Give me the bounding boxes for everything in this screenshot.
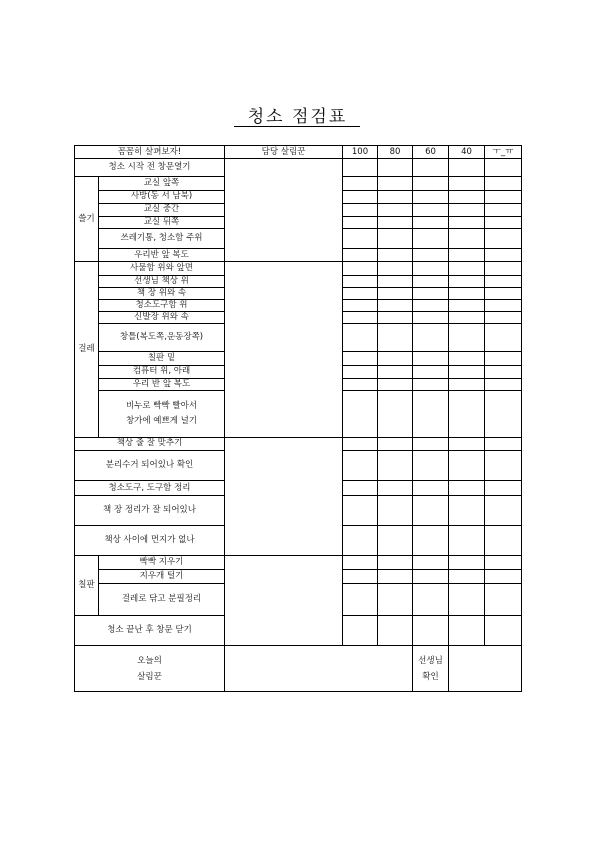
score-cell[interactable] xyxy=(343,496,378,525)
item-label: 컴퓨터 위, 아래 xyxy=(99,365,225,378)
score-cell[interactable] xyxy=(413,615,449,645)
score-cell[interactable] xyxy=(485,496,522,525)
score-cell[interactable] xyxy=(485,262,522,275)
cleaning-checklist-table xyxy=(74,145,522,692)
score-cell[interactable] xyxy=(485,584,522,615)
score-cell[interactable] xyxy=(343,365,378,378)
header-check-item: 꼼꼼히 살펴보자! xyxy=(75,146,225,159)
item-label: 선생님 책상 위 xyxy=(99,275,225,287)
score-cell[interactable] xyxy=(378,203,413,216)
score-cell[interactable] xyxy=(378,299,413,311)
item-label: 책상 줄 잘 맞추기 xyxy=(75,437,225,450)
todays-helper-field[interactable] xyxy=(225,646,413,692)
item-label: 비누로 빡빡 빨아서 창가에 예쁘게 널기 xyxy=(99,390,225,437)
item-label: 걸레로 닦고 분필정리 xyxy=(99,584,225,615)
item-label: 청소도구, 도구함 정리 xyxy=(75,481,225,496)
score-cell[interactable] xyxy=(449,249,485,262)
score-cell[interactable] xyxy=(343,481,378,496)
score-cell[interactable] xyxy=(378,496,413,525)
score-cell[interactable] xyxy=(378,584,413,615)
score-cell[interactable] xyxy=(343,249,378,262)
score-cell[interactable] xyxy=(413,159,449,177)
score-cell[interactable] xyxy=(485,159,522,177)
item-label: 사물함 위와 앞면 xyxy=(99,262,225,275)
score-cell[interactable] xyxy=(413,311,449,323)
score-cell[interactable] xyxy=(343,275,378,287)
header-score-100: 100 xyxy=(343,146,378,159)
score-cell[interactable] xyxy=(343,615,378,645)
header-score-sad: ㅜ_ㅠ xyxy=(485,146,522,159)
item-label: 쓰레기통, 청소함 주위 xyxy=(99,228,225,248)
score-cell[interactable] xyxy=(485,352,522,365)
score-cell[interactable] xyxy=(343,190,378,203)
score-cell[interactable] xyxy=(378,275,413,287)
score-cell[interactable] xyxy=(343,555,378,569)
score-cell[interactable] xyxy=(343,390,378,437)
score-cell[interactable] xyxy=(449,299,485,311)
score-cell[interactable] xyxy=(413,287,449,299)
score-cell[interactable] xyxy=(449,481,485,496)
item-label: 교실 중간 xyxy=(99,203,225,216)
teacher-confirm-label: 선생님 확인 xyxy=(413,646,449,692)
score-cell[interactable] xyxy=(485,365,522,378)
score-cell[interactable] xyxy=(343,525,378,555)
score-cell[interactable] xyxy=(343,311,378,323)
item-label: 청소 시작 전 창문열기 xyxy=(75,159,225,177)
score-cell[interactable] xyxy=(413,570,449,584)
item-label: 교실 앞쪽 xyxy=(99,177,225,190)
score-cell[interactable] xyxy=(449,437,485,450)
score-cell[interactable] xyxy=(485,249,522,262)
score-cell[interactable] xyxy=(343,450,378,480)
header-assignee: 담당 살림꾼 xyxy=(225,146,343,159)
score-cell[interactable] xyxy=(413,352,449,365)
score-cell[interactable] xyxy=(449,275,485,287)
score-cell[interactable] xyxy=(413,275,449,287)
teacher-confirm-field[interactable] xyxy=(449,646,522,692)
score-cell[interactable] xyxy=(485,203,522,216)
score-cell[interactable] xyxy=(378,311,413,323)
score-cell[interactable] xyxy=(449,228,485,248)
score-cell[interactable] xyxy=(378,352,413,365)
score-cell[interactable] xyxy=(413,177,449,190)
score-cell[interactable] xyxy=(413,450,449,480)
score-cell[interactable] xyxy=(485,570,522,584)
score-cell[interactable] xyxy=(485,275,522,287)
score-cell[interactable] xyxy=(413,216,449,228)
item-label: 우리반 앞 복도 xyxy=(99,249,225,262)
score-cell[interactable] xyxy=(343,228,378,248)
score-cell[interactable] xyxy=(449,496,485,525)
score-cell[interactable] xyxy=(378,324,413,352)
score-cell[interactable] xyxy=(413,390,449,437)
score-cell[interactable] xyxy=(449,584,485,615)
score-cell[interactable] xyxy=(449,555,485,569)
item-label: 빡빡 지우기 xyxy=(99,555,225,569)
assignee-cell-sweep[interactable] xyxy=(225,159,343,262)
score-cell[interactable] xyxy=(413,378,449,390)
item-label: 창틀(복도쪽,운동장쪽) xyxy=(99,324,225,352)
score-cell[interactable] xyxy=(485,177,522,190)
item-label: 청소도구함 위 xyxy=(99,299,225,311)
score-cell[interactable] xyxy=(449,177,485,190)
score-cell[interactable] xyxy=(378,615,413,645)
score-cell[interactable] xyxy=(413,228,449,248)
score-cell[interactable] xyxy=(485,525,522,555)
todays-helper-label: 오늘의 살림꾼 xyxy=(75,646,225,692)
assignee-cell-board[interactable] xyxy=(225,555,343,645)
score-cell[interactable] xyxy=(378,287,413,299)
score-cell[interactable] xyxy=(378,390,413,437)
score-cell[interactable] xyxy=(343,216,378,228)
score-cell[interactable] xyxy=(485,228,522,248)
score-cell[interactable] xyxy=(343,287,378,299)
header-score-60: 60 xyxy=(413,146,449,159)
score-cell[interactable] xyxy=(413,584,449,615)
score-cell[interactable] xyxy=(485,481,522,496)
score-cell[interactable] xyxy=(449,216,485,228)
score-cell[interactable] xyxy=(378,365,413,378)
score-cell[interactable] xyxy=(378,450,413,480)
score-cell[interactable] xyxy=(378,570,413,584)
score-cell[interactable] xyxy=(485,615,522,645)
score-cell[interactable] xyxy=(449,390,485,437)
score-cell[interactable] xyxy=(343,570,378,584)
score-cell[interactable] xyxy=(449,570,485,584)
score-cell[interactable] xyxy=(378,249,413,262)
score-cell[interactable] xyxy=(449,615,485,645)
score-cell[interactable] xyxy=(378,262,413,275)
item-label: 칠판 밑 xyxy=(99,352,225,365)
header-score-80: 80 xyxy=(378,146,413,159)
group-label-sweep: 쓸기 xyxy=(75,177,99,262)
item-label: 분리수거 되어있나 확인 xyxy=(75,450,225,480)
score-cell[interactable] xyxy=(413,249,449,262)
score-cell[interactable] xyxy=(449,450,485,480)
title-underline xyxy=(234,126,360,127)
score-cell[interactable] xyxy=(343,159,378,177)
score-cell[interactable] xyxy=(449,365,485,378)
score-cell[interactable] xyxy=(449,190,485,203)
score-cell[interactable] xyxy=(343,584,378,615)
item-label: 책상 사이에 먼지가 없나 xyxy=(75,525,225,555)
item-label: 책 장 정리가 잘 되어있나 xyxy=(75,496,225,525)
score-cell[interactable] xyxy=(485,555,522,569)
score-cell[interactable] xyxy=(449,311,485,323)
score-cell[interactable] xyxy=(449,525,485,555)
score-cell[interactable] xyxy=(413,203,449,216)
score-cell[interactable] xyxy=(378,437,413,450)
score-cell[interactable] xyxy=(343,177,378,190)
score-cell[interactable] xyxy=(378,481,413,496)
score-cell[interactable] xyxy=(378,228,413,248)
group-label-board: 칠판 xyxy=(75,555,99,615)
score-cell[interactable] xyxy=(485,311,522,323)
score-cell[interactable] xyxy=(449,159,485,177)
score-cell[interactable] xyxy=(343,324,378,352)
score-cell[interactable] xyxy=(485,216,522,228)
score-cell[interactable] xyxy=(378,378,413,390)
score-cell[interactable] xyxy=(413,437,449,450)
page-title: 청소 점검표 xyxy=(247,107,348,127)
group-label-mop: 걸레 xyxy=(75,262,99,437)
item-label: 지우개 털기 xyxy=(99,570,225,584)
score-cell[interactable] xyxy=(449,203,485,216)
score-cell[interactable] xyxy=(413,262,449,275)
item-label: 책 장 위와 속 xyxy=(99,287,225,299)
score-cell[interactable] xyxy=(378,525,413,555)
score-cell[interactable] xyxy=(343,352,378,365)
score-cell[interactable] xyxy=(378,216,413,228)
score-cell[interactable] xyxy=(449,352,485,365)
score-cell[interactable] xyxy=(485,190,522,203)
item-label: 사방(동 서 남북) xyxy=(99,190,225,203)
assignee-cell-misc[interactable] xyxy=(225,437,343,555)
score-cell[interactable] xyxy=(449,324,485,352)
score-cell[interactable] xyxy=(413,525,449,555)
score-cell[interactable] xyxy=(343,262,378,275)
score-cell[interactable] xyxy=(449,287,485,299)
score-cell[interactable] xyxy=(485,287,522,299)
score-cell[interactable] xyxy=(378,555,413,569)
item-label: 청소 끝난 후 창문 닫기 xyxy=(75,615,225,645)
score-cell[interactable] xyxy=(449,378,485,390)
score-cell[interactable] xyxy=(413,481,449,496)
score-cell[interactable] xyxy=(485,324,522,352)
score-cell[interactable] xyxy=(413,190,449,203)
score-cell[interactable] xyxy=(485,299,522,311)
score-cell[interactable] xyxy=(485,390,522,437)
score-cell[interactable] xyxy=(413,496,449,525)
score-cell[interactable] xyxy=(378,159,413,177)
score-cell[interactable] xyxy=(378,177,413,190)
score-cell[interactable] xyxy=(485,378,522,390)
header-score-40: 40 xyxy=(449,146,485,159)
score-cell[interactable] xyxy=(413,299,449,311)
item-label: 신발장 위와 속 xyxy=(99,311,225,323)
score-cell[interactable] xyxy=(413,555,449,569)
score-cell[interactable] xyxy=(485,450,522,480)
score-cell[interactable] xyxy=(449,262,485,275)
score-cell[interactable] xyxy=(343,378,378,390)
item-label: 교실 뒤쪽 xyxy=(99,216,225,228)
score-cell[interactable] xyxy=(378,190,413,203)
assignee-cell-mop[interactable] xyxy=(225,262,343,437)
score-cell[interactable] xyxy=(413,324,449,352)
score-cell[interactable] xyxy=(485,437,522,450)
score-cell[interactable] xyxy=(343,203,378,216)
score-cell[interactable] xyxy=(343,437,378,450)
item-label: 우리 반 앞 복도 xyxy=(99,378,225,390)
score-cell[interactable] xyxy=(413,365,449,378)
score-cell[interactable] xyxy=(343,299,378,311)
